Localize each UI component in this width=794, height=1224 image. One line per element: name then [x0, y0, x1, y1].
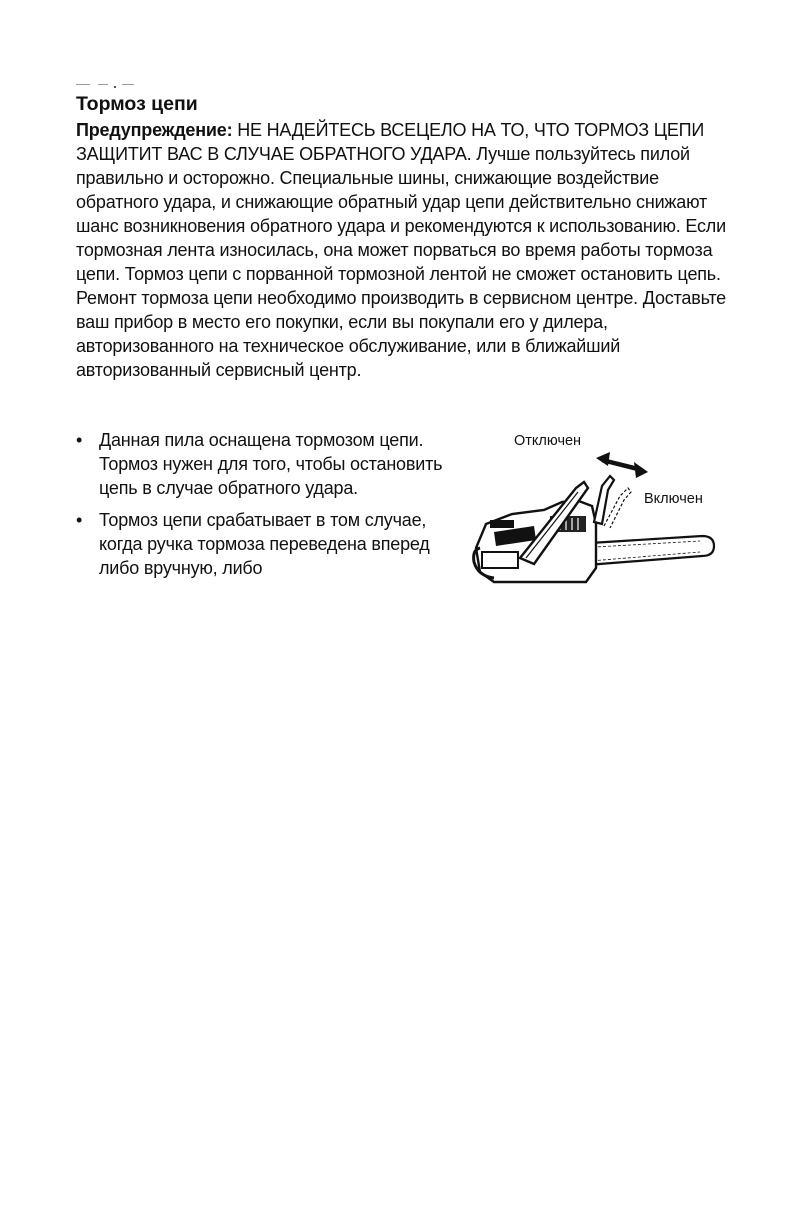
chain-brake-figure: [464, 428, 736, 598]
bullet-list: [76, 428, 466, 588]
section-title: Тормоз цепи: [76, 93, 198, 115]
chainsaw-icon: [464, 428, 736, 598]
warning-label: Предупреждение:: [76, 120, 233, 140]
warning-text: НЕ НАДЕЙТЕСЬ ВСЕЦЕЛО НА ТО, ЧТО ТОРМОЗ ЦЕПИ ЗАЩИТИТ ВАС В СЛУЧАЕ ОБРАТНОГО УДАРА. Лучше пользуйтесь пилой правильно и осторожно. Специальные шины, снижающие воздействие обратного удара, и снижающие обратный удар цепи действительно снижают шанс возникновения обратного удара и рекомендуются к использованию. Если тормозная лента износилась, она может порваться во время работы тормоза цепи. Тормоз цепи с порванной тормозной лентой не сможет остановить цепь. Ремонт тормоза цепи необходимо производить в сервисном центре. Доставьте ваш прибор в место его покупки, если вы покупали его у дилера, авторизованного на техническое обслуживание, или в ближайший авторизованный сервисный центр.: [76, 120, 726, 380]
brake-on-label: Включен: [644, 491, 703, 507]
warning-paragraph: [76, 118, 736, 382]
bullet-text: Тормоз цепи срабатывает в том случае, когда ручка тормоза переведена вперед либо вручную, либо: [99, 510, 430, 578]
bullet-item-1: [76, 428, 466, 500]
bullet-text: Данная пила оснащена тормозом цепи. Тормоз нужен для того, чтобы остановить цепь в случае обратного удара.: [99, 430, 443, 498]
brake-off-label: Отключен: [514, 433, 582, 449]
bullet-item-2: [76, 508, 466, 580]
bullet-marker: •: [76, 430, 83, 450]
scan-artifact: [76, 84, 134, 88]
bullet-marker: •: [76, 510, 83, 530]
